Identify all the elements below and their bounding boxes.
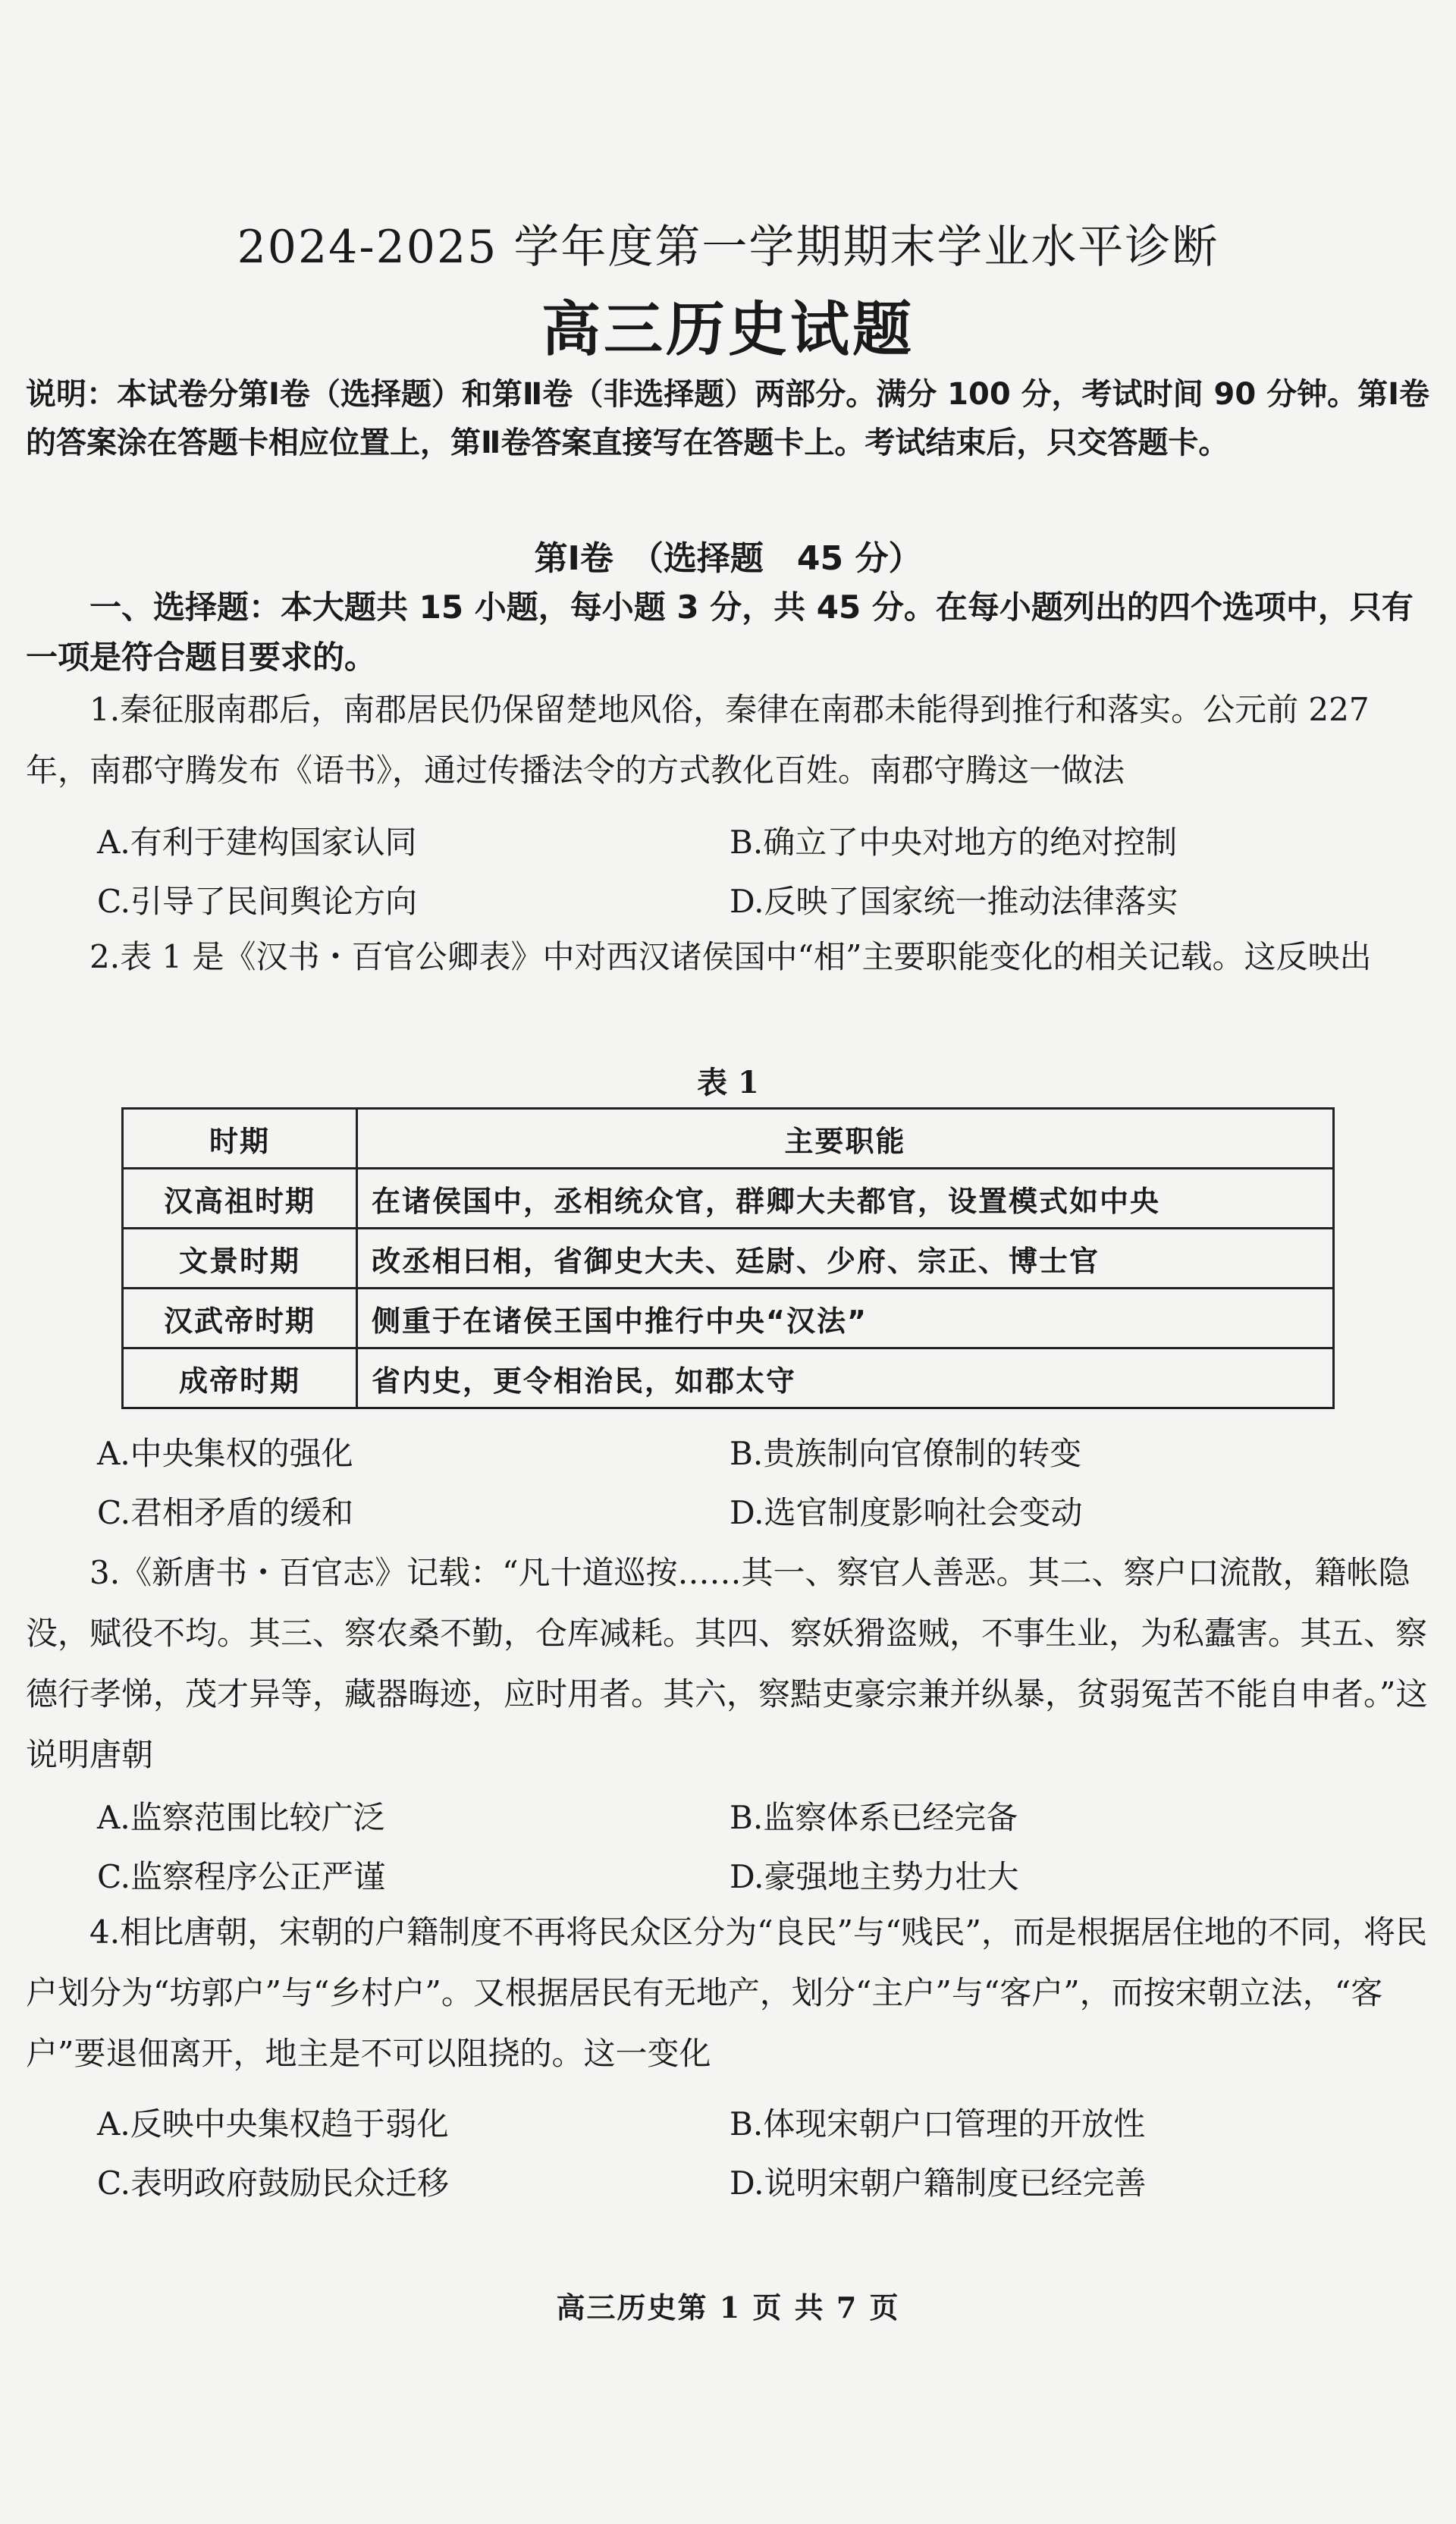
table-cell-period: 文景时期 [123,1229,357,1289]
table-header-duty: 主要职能 [357,1109,1334,1169]
q3-option-b: B.监察体系已经完备 [730,1799,1018,1836]
question-1-text: 1.秦征服南郡后，南郡居民仍保留楚地风俗，秦律在南郡未能得到推行和落实。公元前 227 年，南郡守腾发布《语书》，通过传播法令的方式教化百姓。南郡守腾这一做法 [26,691,1370,789]
q4-option-a: A.反映中央集权趋于弱化 [97,2105,449,2143]
q2-option-d: D.选官制度影响社会变动 [730,1494,1083,1531]
section-title: 第Ⅰ卷 （选择题 45 分） [534,539,922,578]
exam-title: 2024-2025 学年度第一学期期末学业水平诊断 [237,221,1219,274]
q2-option-b: B.贵族制向官僚制的转变 [730,1435,1082,1472]
q3-option-a: A.监察范围比较广泛 [97,1799,385,1836]
part-heading [26,582,1430,683]
question-2-stem [26,927,1430,987]
table-row [123,1229,1334,1289]
subject-title: 高三历史试题 [541,296,915,364]
question-3-text: 3.《新唐书・百官志》记载：“凡十道巡按……其一、察官人善恶。其二、察户口流散，籍帐隐没，赋役不均。其三、察农桑不勤，仓库减耗。其四、察妖猾盗贼，不事生业，为私蠹害。其五、察德行孝悌，茂才异等，藏器晦迹，应时用者。其六，察黠吏豪宗兼并纵暴，贫弱冤苦不能自申者。”这说明唐朝 [26,1554,1428,1773]
table-cell-duty: 省内史，更令相治民，如郡太守 [357,1348,1334,1408]
q1-option-c: C.引导了民间舆论方向 [97,883,417,920]
q3-option-c: C.监察程序公正严谨 [97,1858,385,1895]
q4-option-b: B.体现宋朝户口管理的开放性 [730,2105,1146,2143]
table-row [123,1289,1334,1348]
table-cell-period: 汉高祖时期 [123,1169,357,1229]
instructions: 说明：本试卷分第Ⅰ卷（选择题）和第Ⅱ卷（非选择题）两部分。满分 100 分，考试时间 90 分钟。第Ⅰ卷的答案涂在答题卡相应位置上，第Ⅱ卷答案直接写在答题卡上。考试结束后，只交答题卡。 [26,377,1429,460]
q1-option-b: B.确立了中央对地方的绝对控制 [730,824,1178,861]
q4-option-c: C.表明政府鼓励民众迁移 [97,2165,449,2202]
question-4-text: 4.相比唐朝，宋朝的户籍制度不再将民众区分为“良民”与“贱民”，而是根据居住地的不同，将民户划分为“坊郭户”与“乡村户”。又根据居民有无地产，划分“主户”与“客户”，而按宋朝立法，“客户”要退佃离开，地主是不可以阻挠的。这一变化 [26,1913,1427,2072]
table-caption: 表 1 [697,1065,759,1100]
page-footer: 高三历史第 1 页 共 7 页 [556,2290,900,2325]
functions-table [121,1107,1335,1409]
question-2-text: 2.表 1 是《汉书・百官公卿表》中对西汉诸侯国中“相”主要职能变化的相关记载。这反映出 [89,938,1372,975]
table-cell-duty: 侧重于在诸侯王国中推行中央“汉法” [357,1289,1334,1348]
table-row [123,1169,1334,1229]
question-1-stem [26,680,1430,801]
part-heading-text: 一、选择题：本大题共 15 小题，每小题 3 分，共 45 分。在每小题列出的四个选项中，只有一项是符合题目要求的。 [26,589,1414,676]
q4-option-d: D.说明宋朝户籍制度已经完善 [730,2165,1147,2202]
table-cell-period: 成帝时期 [123,1348,357,1408]
question-3-stem [26,1543,1430,1785]
q1-option-d: D.反映了国家统一推动法律落实 [730,883,1178,920]
q1-option-a: A.有利于建构国家认同 [97,824,417,861]
table-row [123,1348,1334,1408]
q3-option-d: D.豪强地主势力壮大 [730,1858,1019,1895]
q2-option-c: C.君相矛盾的缓和 [97,1494,353,1531]
table-cell-period: 汉武帝时期 [123,1289,357,1348]
table-cell-duty: 在诸侯国中，丞相统众官，群卿大夫都官，设置模式如中央 [357,1169,1334,1229]
table-header-row [123,1109,1334,1169]
table-header-period: 时期 [123,1109,357,1169]
q2-option-a: A.中央集权的强化 [97,1435,353,1472]
question-4-stem [26,1902,1430,2084]
table-cell-duty: 改丞相曰相，省御史大夫、廷尉、少府、宗正、博士官 [357,1229,1334,1289]
